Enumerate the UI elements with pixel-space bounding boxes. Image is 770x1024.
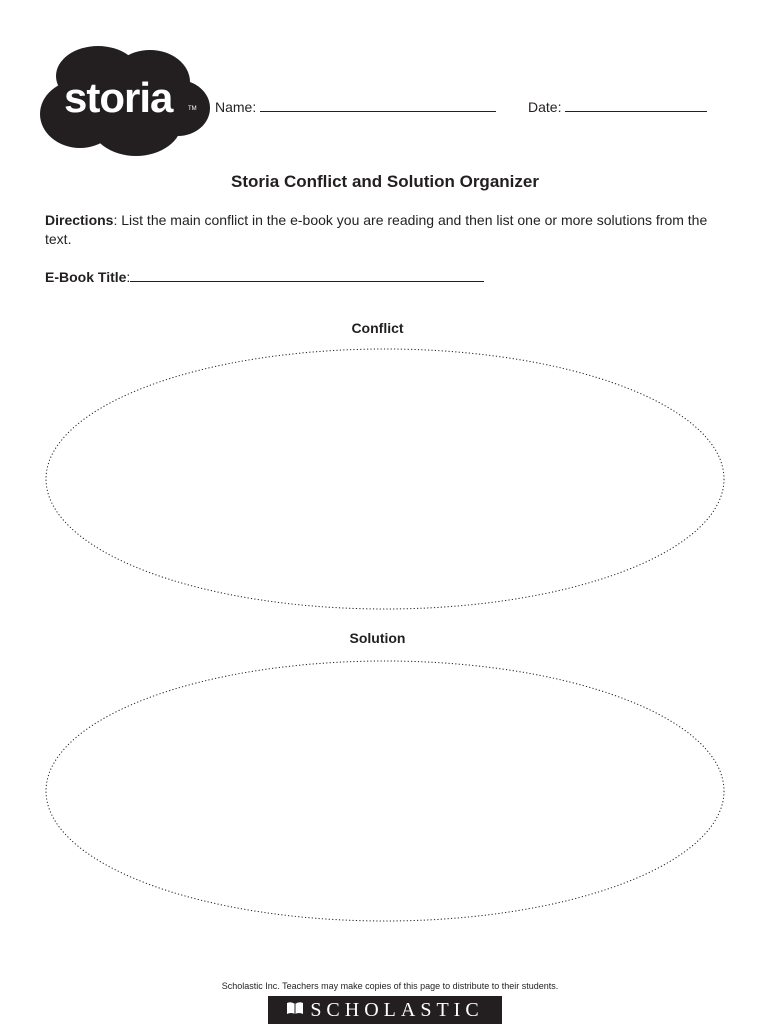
directions-text: : List the main conflict in the e-book you are reading and then list one or more solutions from the text. bbox=[45, 212, 708, 247]
conflict-oval[interactable] bbox=[44, 347, 726, 611]
ebook-title-label: E-Book Title bbox=[45, 269, 127, 285]
date-field[interactable] bbox=[528, 97, 707, 115]
scholastic-logo bbox=[268, 996, 502, 1024]
directions-label: Directions bbox=[45, 212, 114, 228]
copyright-note: Scholastic Inc. Teachers may make copies of this page to distribute to their students. bbox=[221, 981, 559, 991]
conflict-oval-outline bbox=[44, 347, 726, 611]
solution-oval[interactable] bbox=[44, 659, 726, 923]
name-line[interactable] bbox=[260, 97, 496, 112]
trademark-mark: TM bbox=[188, 106, 197, 112]
name-field[interactable] bbox=[215, 97, 496, 115]
date-line[interactable] bbox=[565, 97, 707, 112]
ebook-title-field[interactable] bbox=[45, 267, 484, 285]
open-book-icon bbox=[286, 1001, 304, 1020]
storia-logo bbox=[40, 42, 212, 158]
name-label: Name: bbox=[215, 99, 257, 115]
solution-oval-outline bbox=[44, 659, 726, 923]
page-title: Storia Conflict and Solution Organizer bbox=[231, 172, 539, 191]
conflict-label: Conflict bbox=[351, 320, 404, 336]
ebook-title-line[interactable] bbox=[130, 267, 484, 282]
directions bbox=[45, 211, 735, 249]
scholastic-wordmark: SCHOLASTIC bbox=[310, 998, 484, 1021]
ebook-title-colon: : bbox=[126, 269, 131, 285]
logo-wordmark: storia bbox=[64, 74, 173, 121]
solution-label: Solution bbox=[349, 630, 406, 646]
date-label: Date: bbox=[528, 99, 562, 115]
